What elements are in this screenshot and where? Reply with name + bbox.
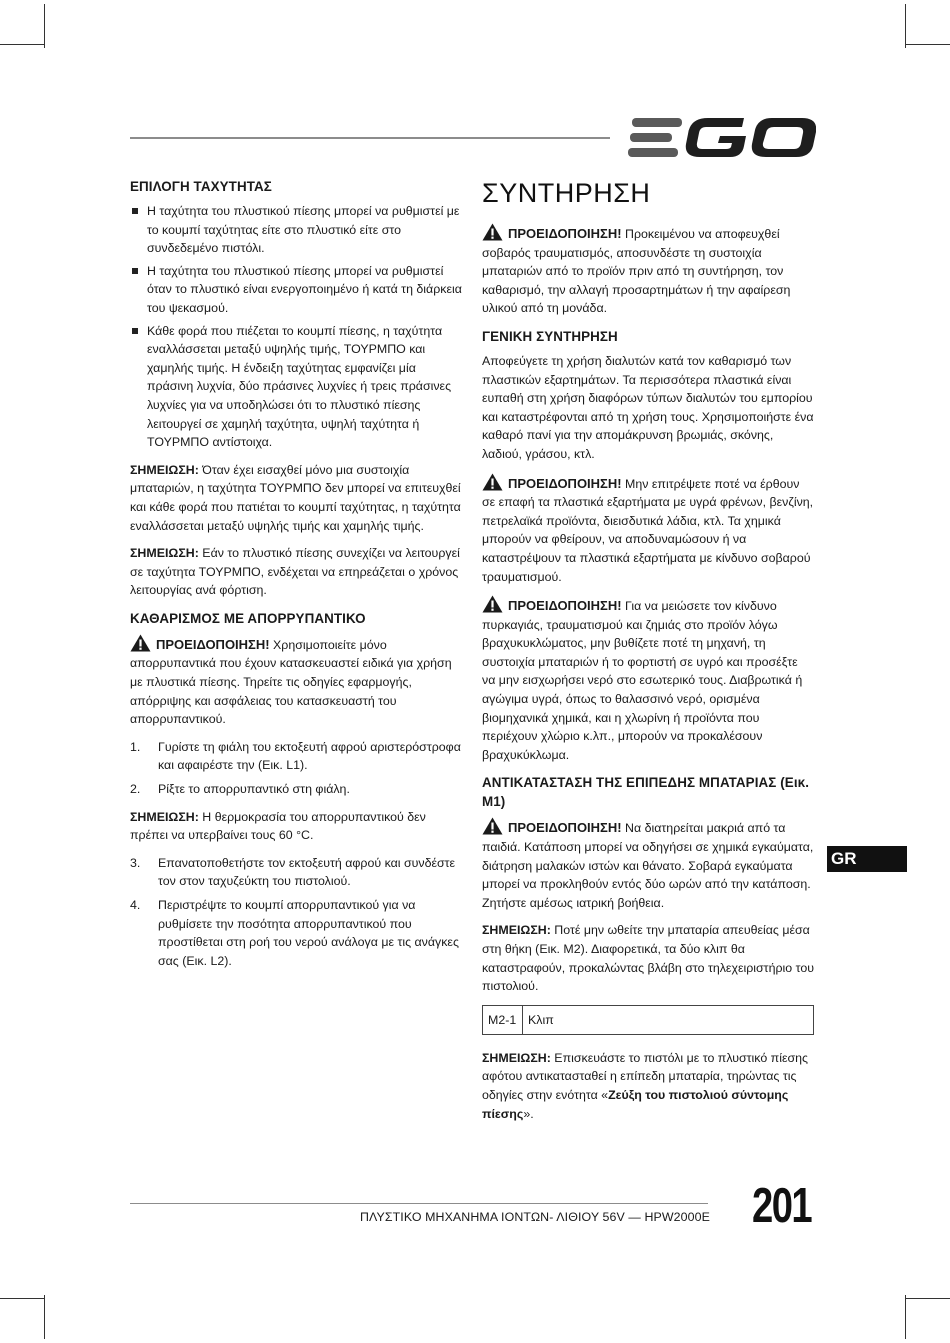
language-tab: GR bbox=[827, 846, 907, 872]
warning-paragraph bbox=[482, 817, 814, 912]
note-label: ΣΗΜΕΙΩΣΗ: bbox=[130, 462, 199, 477]
warning-label: ΠΡΟΕΙΔΟΠΟΙΗΣΗ! bbox=[508, 226, 622, 241]
note-paragraph bbox=[482, 921, 814, 995]
step-text: Ρίξτε το απορρυπαντικό στη φιάλη. bbox=[158, 782, 350, 797]
note-text: Εάν το πλυστικό πίεσης συνεχίζει να λειτουργεί σε ταχύτητα ΤΟΥΡΜΠΟ, ενδέχεται να επηρεάζεται ο χρόνος λειτουργίας ανά φόρτιση. bbox=[130, 546, 460, 598]
page-number: 201 bbox=[752, 1179, 812, 1233]
note-label: ΣΗΜΕΙΩΣΗ: bbox=[482, 1050, 551, 1065]
note-text: ». bbox=[523, 1106, 534, 1121]
warning-text: Μην επιτρέψετε ποτέ να έρθουν σε επαφή τα πλαστικά εξαρτήματα με υγρά φρένων, βενζίνη, πετρελαϊκά προϊόντα, διεισδυτικά λάδια, κτλ. Τα χημικά μπορούν να φθείρουν, να αποδυναμώσουν ή να καταστρέψουν τα πλαστικά εξαρτήματα με κίνδυνο σοβαρού τραυματισμού. bbox=[482, 476, 814, 584]
warning-label: ΠΡΟΕΙΔΟΠΟΙΗΣΗ! bbox=[508, 820, 622, 836]
list-item bbox=[130, 738, 462, 775]
list-item bbox=[130, 854, 462, 891]
crop-mark bbox=[44, 1295, 45, 1339]
crop-mark bbox=[0, 44, 44, 45]
warning-text: Προκειμένου να αποφευχθεί σοβαρός τραυματισμός, αποσυνδέστε τη συστοιχία μπαταριών από το προϊόν πριν από τη συντήρηση, τον καθαρισμό, την αλλαγή προσαρτημάτων ή την αφαίρεση υλικού από τη μονάδα. bbox=[482, 227, 791, 316]
part-label: Κλιπ bbox=[523, 1005, 814, 1034]
note-text: Η θερμοκρασία του απορρυπαντικού δεν πρέπει να υπερβαίνει τους 60 °C. bbox=[130, 809, 426, 843]
page-title: ΣΥΝΤΗΡΗΣΗ bbox=[482, 178, 651, 208]
step-number: 1. bbox=[130, 739, 141, 754]
body-paragraph: Αποφεύγετε τη χρήση διαλυτών κατά τον καθαρισμό των πλαστικών εξαρτημάτων. Τα περισσότερα πλαστικά είναι ευπαθή στη χρήση διαφόρων τύπων διαλυτών του εμπορίου και καταστρέφονται από τη χρήση τους. Χρησιμοποιήστε ένα καθαρό πανί για την απομάκρυνση βρωμιάς, σκόνης, λαδιού, γράσου, κτλ. bbox=[482, 353, 814, 461]
warning-label: ΠΡΟΕΙΔΟΠΟΙΗΣΗ! bbox=[508, 598, 622, 614]
left-column bbox=[130, 177, 462, 979]
part-code: M2-1 bbox=[483, 1005, 523, 1034]
warning-triangle-icon bbox=[482, 817, 503, 835]
warning-paragraph bbox=[482, 595, 814, 764]
note-label: ΣΗΜΕΙΩΣΗ: bbox=[130, 546, 199, 561]
warning-triangle-icon bbox=[482, 473, 503, 491]
section-reference: Ζεύξη του πιστολιού σύντομης πίεσης bbox=[482, 1087, 789, 1121]
note-text: Όταν έχει εισαχθεί μόνο μια συστοιχία μπαταριών, η ταχύτητα ΤΟΥΡΜΠΟ δεν μπορεί να επιτευχθεί και κάθε φορά που πατιέται το κουμπί ταχύτητας, η ταχύτητα εναλλάσσεται μεταξύ υψηλής τιμής και χαμηλής τιμής. bbox=[130, 462, 461, 533]
list-item: Κάθε φορά που πιέζεται το κουμπί πίεσης, η ταχύτητα εναλλάσσεται μεταξύ υψηλής τιμής, ΤΟΥΡΜΠΟ και χαμηλής τιμής. Η ένδειξη ταχύτητας εμφανίζει μία πράσινη λυχνία, δύο πράσινες λυχνίες ή τρεις πράσινες λυχνίες για να υποδηλώσει ότι το πλυστικό πίεσης λειτουργεί σε χαμηλή ταχύτητα, υψηλή ταχύτητα ή ΤΟΥΡΜΠΟ αντίστοιχα. bbox=[130, 322, 462, 452]
note-label: ΣΗΜΕΙΩΣΗ: bbox=[482, 923, 551, 938]
detergent-steps-a bbox=[130, 738, 462, 799]
note-paragraph bbox=[130, 544, 462, 600]
warning-label: ΠΡΟΕΙΔΟΠΟΙΗΣΗ! bbox=[508, 475, 622, 491]
detergent-heading: ΚΑΘΑΡΙΣΜΟΣ ΜΕ ΑΠΟΡΡΥΠΑΝΤΙΚΟ bbox=[130, 610, 366, 626]
step-number: 4. bbox=[130, 898, 141, 912]
step-text: Περιστρέψτε το κουμπί απορρυπαντικού για να ρυθμίσετε την ποσότητα απορρυπαντικού που προστίθεται στη ροή του νερού ανάλογα με τις ανάγκες σας (Εικ. L2). bbox=[158, 898, 459, 968]
ego-logo bbox=[626, 116, 816, 160]
crop-mark bbox=[905, 1295, 906, 1339]
warning-paragraph bbox=[130, 634, 462, 729]
warning-text: Να διατηρείται μακριά από τα παιδιά. Κατάποση μπορεί να οδηγήσει σε χημικά εγκαύματα, διάτρηση μαλακών ιστών και θάνατο. Σοβαρά εγκαύματα μπορεί να προκληθούν εντός δύο ωρών από την κατάποση. Ζητήστε αμέσως ιατρική βοήθεια. bbox=[482, 821, 814, 910]
warning-triangle-icon bbox=[130, 634, 151, 652]
battery-replacement-heading: ΑΝΤΙΚΑΤΑΣΤΑΣΗ ΤΗΣ ΕΠΙΠΕΔΗΣ ΜΠΑΤΑΡΙΑΣ (Εικ. Μ1) bbox=[482, 775, 810, 810]
step-text: Γυρίστε τη φιάλη του εκτοξευτή αφρού αριστερόστροφα και αφαιρέστε την (Εικ. L1). bbox=[158, 739, 461, 773]
note-paragraph bbox=[130, 808, 462, 845]
note-paragraph bbox=[130, 461, 462, 535]
list-item: Η ταχύτητα του πλυστικού πίεσης μπορεί να ρυθμιστεί όταν το πλυστικό είναι ενεργοποιημένο ή κατά τη διάρκεια του ψεκασμού. bbox=[130, 262, 462, 318]
note-paragraph bbox=[482, 1049, 814, 1123]
crop-mark bbox=[44, 4, 45, 48]
note-text: Ποτέ μην ωθείτε την μπαταρία απευθείας μέσα στη θήκη (Εικ. Μ2). Διαφορετικά, τα δύο κλιπ θα καταστραφούν, προκαλώντας βλάβη στο τηλεχειριστήριο του πιστολιού. bbox=[482, 923, 814, 994]
speed-selection-heading: ΕΠΙΛΟΓΗ ΤΑΧΥΤΗΤΑΣ bbox=[130, 179, 272, 194]
step-number: 3. bbox=[130, 855, 141, 870]
right-column bbox=[482, 177, 814, 1132]
note-label: ΣΗΜΕΙΩΣΗ: bbox=[130, 809, 199, 824]
list-item bbox=[130, 780, 462, 799]
crop-mark bbox=[906, 1298, 950, 1299]
table-row bbox=[483, 1005, 814, 1034]
crop-mark bbox=[0, 1298, 44, 1299]
list-item: Η ταχύτητα του πλυστικού πίεσης μπορεί να ρυθμιστεί με το κουμπί ταχύτητας είτε στο πλυστικό είτε στο συνδεδεμένο πιστόλι. bbox=[130, 202, 462, 258]
step-text: Επανατοποθετήστε τον εκτοξευτή αφρού και συνδέστε τον στον ταχυζεύκτη του πιστολιού. bbox=[158, 855, 456, 889]
warning-triangle-icon bbox=[482, 595, 503, 613]
crop-mark bbox=[906, 44, 950, 45]
warning-label: ΠΡΟΕΙΔΟΠΟΙΗΣΗ! bbox=[156, 636, 270, 652]
parts-table bbox=[482, 1005, 814, 1035]
detergent-steps-b bbox=[130, 854, 462, 971]
warning-text: Για να μειώσετε τον κίνδυνο πυρκαγιάς, τραυματισμού και ζημιάς στο προϊόν λόγω βραχυκυκλώματος, μην βυθίζετε ποτέ τη μηχανή, τη συστοιχία μπαταριών ή το φορτιστή σε υγρό και προσέξτε να μην εισχωρήσει νερό στο εσωτερικό τους. Διαβρωτικά ή αγώγιμα υγρά, όπως το θαλασσινό νερό, ορισμένα βιομηχανικά χημικά, και η χλωρίνη ή προϊόντα που περιέχουν χλώριο κ.λπ., μπορούν να προκαλέσουν βραχυκύκλωμα. bbox=[482, 599, 803, 762]
list-item bbox=[130, 896, 462, 970]
warning-paragraph bbox=[482, 473, 814, 587]
speed-bullets bbox=[130, 202, 462, 452]
warning-paragraph bbox=[482, 223, 814, 318]
footer-product-title: ΠΛΥΣΤΙΚΟ ΜΗΧΑΝΗΜΑ ΙΟΝΤΩΝ- ΛΙΘΙΟΥ 56V — HPW2000E bbox=[360, 1210, 710, 1224]
step-number: 2. bbox=[130, 782, 141, 797]
warning-triangle-icon bbox=[482, 223, 503, 241]
footer-rule bbox=[130, 1203, 708, 1204]
warning-text: Χρησιμοποιείτε μόνο απορρυπαντικά που έχουν κατασκευαστεί ειδικά για χρήση με πλυστικά πίεσης. Τηρείτε τις οδηγίες εφαρμογής, απόρριψης και ασφάλειας του κατασκευαστή του απορρυπαντικού. bbox=[130, 637, 452, 727]
general-maintenance-heading: ΓΕΝΙΚΗ ΣΥΝΤΗΡΗΣΗ bbox=[482, 328, 618, 344]
crop-mark bbox=[905, 4, 906, 48]
header-rule bbox=[130, 137, 610, 139]
note-text: Επισκευάστε το πιστόλι με το πλυστικό πίεσης αφότου αντικατασταθεί η επίπεδη μπαταρία, τηρώντας τις οδηγίες στην ενότητα « bbox=[482, 1050, 809, 1102]
